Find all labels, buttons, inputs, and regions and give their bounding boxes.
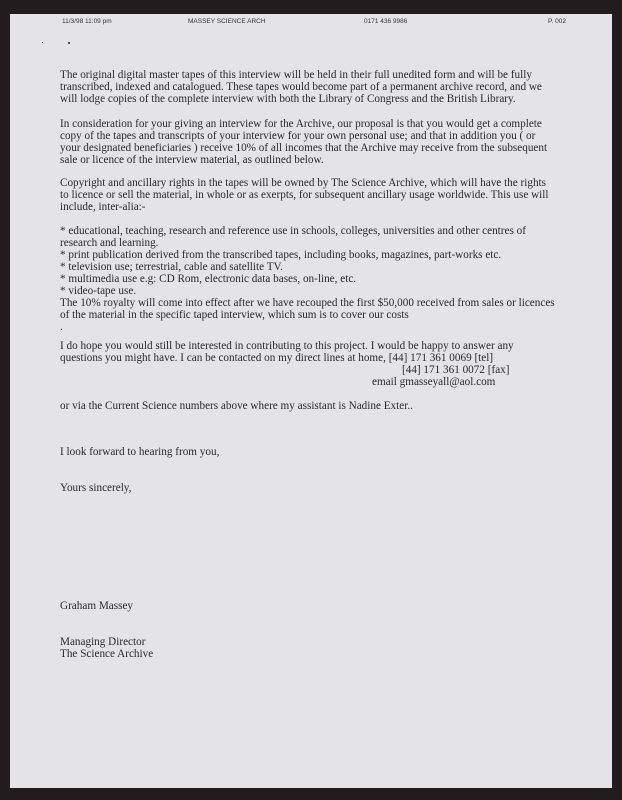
text-line: I do hope you would still be interested in contributing to this project. I would be happy to answer any bbox=[60, 340, 514, 352]
fax-datetime: 11/3/98 11:09 pm bbox=[62, 18, 112, 25]
paragraph-assistant: or via the Current Science numbers above where my assistant is Nadine Exter.. bbox=[60, 400, 413, 412]
list-item: * video-tape use. bbox=[60, 285, 137, 297]
list-item: * educational, teaching, research and reference use in schools, colleges, universities and other centres of bbox=[60, 225, 526, 237]
list-item: research and learning. bbox=[60, 237, 159, 249]
text-line: include, inter-alia:- bbox=[60, 201, 146, 213]
signer-title: Managing Director bbox=[60, 636, 146, 648]
text-line: transcribed, indexed and catalogued. These tapes would become part of a permanent archive record, and we bbox=[60, 81, 542, 93]
scan-speck bbox=[68, 42, 70, 44]
paragraph-proposal bbox=[60, 118, 547, 166]
fax-sender: MASSEY SCIENCE ARCH bbox=[188, 18, 266, 25]
text-line: sale or licence of the interview material, as outlined below. bbox=[60, 154, 324, 166]
paragraph-archive-tapes bbox=[60, 69, 542, 105]
text-line: copy of the tapes and transcripts of your interview for your own personal use; and that in addition you ( or bbox=[60, 130, 536, 142]
list-item: * multimedia use e.g: CD Rom, electronic data bases, on-line, etc. bbox=[60, 273, 357, 285]
text-line: . bbox=[60, 321, 63, 333]
scan-speck bbox=[42, 42, 43, 43]
signer-name: Graham Massey bbox=[60, 600, 134, 612]
fax-page-number: P. 002 bbox=[548, 18, 566, 25]
email-address: email gmasseyall@aol.com bbox=[372, 376, 496, 388]
valediction: Yours sincerely, bbox=[60, 482, 132, 494]
list-item: * television use; terrestrial, cable and satellite TV. bbox=[60, 261, 283, 273]
fax-number: [44] 171 361 0072 [fax] bbox=[402, 364, 510, 376]
text-line: of the material in the specific taped interview, which sum is to cover our costs bbox=[60, 309, 409, 321]
closing-line: I look forward to hearing from you, bbox=[60, 446, 220, 458]
signer-organization: The Science Archive bbox=[60, 648, 154, 660]
text-line: your designated beneficiaries ) receive 10% of all incomes that the Archive may receive from the subsequent bbox=[60, 142, 548, 154]
text-line: to licence or sell the material, in whole or as exerpts, for subsequent ancillary usage worldwide. This use will bbox=[60, 189, 549, 201]
text-line: In consideration for your giving an interview for the Archive, our proposal is that you would get a complete bbox=[60, 118, 542, 130]
text-line: The 10% royalty will come into effect after we have recouped the first $50,000 received from sales or licences bbox=[60, 297, 555, 309]
text-line: questions you might have. I can be contacted on my direct lines at home, [44] 171 361 0069 [tel] bbox=[60, 352, 494, 364]
paragraph-contact bbox=[60, 340, 514, 364]
usage-list bbox=[60, 225, 555, 333]
text-line: Copyright and ancillary rights in the tapes will be owned by The Science Archive, which will have the rights bbox=[60, 177, 547, 189]
paragraph-copyright bbox=[60, 177, 549, 213]
text-line: The original digital master tapes of this interview will be held in their full unedited form and will be fully bbox=[60, 69, 532, 81]
list-item: * print publication derived from the transcribed tapes, including books, magazines, part-works etc. bbox=[60, 249, 502, 261]
fax-phone: 0171 436 9986 bbox=[364, 18, 408, 25]
text-line: will lodge copies of the complete interview with both the Library of Congress and the British Library. bbox=[60, 93, 516, 105]
